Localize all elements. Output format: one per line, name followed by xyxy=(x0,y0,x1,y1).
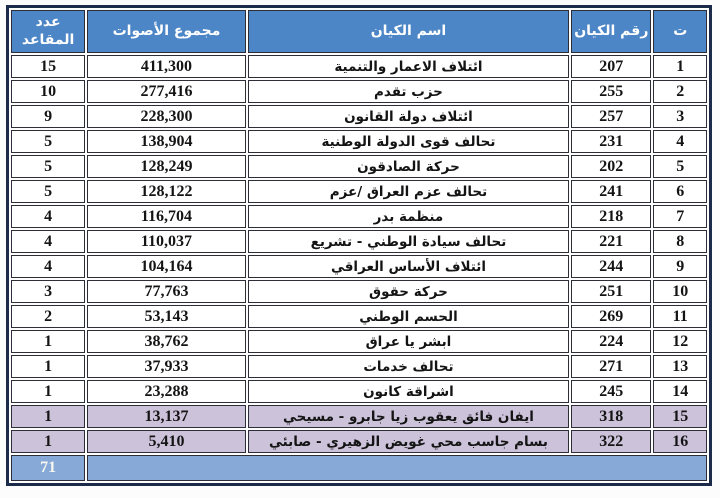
cell-entity-number: 218 xyxy=(571,205,651,228)
cell-entity-name: منظمة بدر xyxy=(248,205,569,228)
cell-entity-number: 231 xyxy=(571,130,651,153)
cell-entity-number: 255 xyxy=(571,80,651,103)
cell-seats: 4 xyxy=(11,255,85,278)
cell-entity-name: حركة حقوق xyxy=(248,280,569,303)
cell-seq: 12 xyxy=(653,330,707,353)
cell-entity-name: بسام جاسب محي غويض الزهيري - صابئي xyxy=(248,430,569,453)
table-row xyxy=(11,80,707,103)
cell-seq: 11 xyxy=(653,305,707,328)
header-entity-number: رقم الكيان xyxy=(571,10,651,53)
footer-row xyxy=(11,455,707,481)
cell-seq: 3 xyxy=(653,105,707,128)
table-row xyxy=(11,205,707,228)
cell-entity-name: ائتلاف الاعمار والتنمية xyxy=(248,55,569,78)
header-total-votes: مجموع الأصوات xyxy=(87,10,246,53)
cell-entity-name: اشراقة كانون xyxy=(248,380,569,403)
election-results-table xyxy=(6,5,712,486)
cell-seats: 5 xyxy=(11,155,85,178)
cell-seats: 10 xyxy=(11,80,85,103)
footer-merged-cell xyxy=(87,455,707,481)
cell-total-votes: 110,037 xyxy=(87,230,246,253)
cell-entity-number: 207 xyxy=(571,55,651,78)
cell-seats: 1 xyxy=(11,380,85,403)
cell-seq: 9 xyxy=(653,255,707,278)
cell-entity-number: 271 xyxy=(571,355,651,378)
cell-seq: 1 xyxy=(653,55,707,78)
cell-seats: 1 xyxy=(11,330,85,353)
cell-entity-name: ابشر يا عراق xyxy=(248,330,569,353)
cell-seq: 8 xyxy=(653,230,707,253)
cell-seq: 15 xyxy=(653,405,707,428)
cell-entity-name: حزب تقدم xyxy=(248,80,569,103)
footer-total-seats: 71 xyxy=(11,455,85,481)
cell-entity-name: تحالف خدمات xyxy=(248,355,569,378)
cell-total-votes: 53,143 xyxy=(87,305,246,328)
cell-entity-number: 244 xyxy=(571,255,651,278)
cell-total-votes: 5,410 xyxy=(87,430,246,453)
cell-total-votes: 411,300 xyxy=(87,55,246,78)
cell-entity-name: حركة الصادقون xyxy=(248,155,569,178)
header-entity-name: اسم الكيان xyxy=(248,10,569,53)
cell-entity-number: 322 xyxy=(571,430,651,453)
table-row xyxy=(11,130,707,153)
cell-entity-number: 224 xyxy=(571,330,651,353)
cell-seats: 4 xyxy=(11,230,85,253)
cell-entity-number: 269 xyxy=(571,305,651,328)
cell-entity-number: 221 xyxy=(571,230,651,253)
cell-seats: 1 xyxy=(11,405,85,428)
header-seats: عدد المقاعد xyxy=(11,10,85,53)
cell-seq: 2 xyxy=(653,80,707,103)
cell-entity-number: 241 xyxy=(571,180,651,203)
cell-total-votes: 116,704 xyxy=(87,205,246,228)
cell-entity-name: تحالف قوى الدولة الوطنية xyxy=(248,130,569,153)
cell-total-votes: 37,933 xyxy=(87,355,246,378)
cell-seats: 4 xyxy=(11,205,85,228)
cell-seats: 5 xyxy=(11,180,85,203)
table-row xyxy=(11,380,707,403)
table-row xyxy=(11,305,707,328)
cell-entity-name: ائتلاف الأساس العراقي xyxy=(248,255,569,278)
cell-entity-name: ائتلاف دولة القانون xyxy=(248,105,569,128)
cell-entity-number: 202 xyxy=(571,155,651,178)
cell-total-votes: 104,164 xyxy=(87,255,246,278)
cell-entity-number: 251 xyxy=(571,280,651,303)
table-row xyxy=(11,180,707,203)
cell-total-votes: 128,249 xyxy=(87,155,246,178)
table-row xyxy=(11,55,707,78)
table-row xyxy=(11,105,707,128)
table-row xyxy=(11,230,707,253)
cell-seq: 6 xyxy=(653,180,707,203)
cell-total-votes: 77,763 xyxy=(87,280,246,303)
cell-entity-name: الحسم الوطني xyxy=(248,305,569,328)
cell-seq: 5 xyxy=(653,155,707,178)
table-row xyxy=(11,280,707,303)
cell-seats: 1 xyxy=(11,430,85,453)
cell-seq: 4 xyxy=(653,130,707,153)
cell-seq: 10 xyxy=(653,280,707,303)
cell-entity-number: 257 xyxy=(571,105,651,128)
cell-seats: 5 xyxy=(11,130,85,153)
cell-entity-name: ايفان فائق يعقوب زيا جابرو - مسيحي xyxy=(248,405,569,428)
cell-total-votes: 13,137 xyxy=(87,405,246,428)
cell-seq: 14 xyxy=(653,380,707,403)
header-seq: ت xyxy=(653,10,707,53)
table-row xyxy=(11,255,707,278)
table-row xyxy=(11,330,707,353)
table-row xyxy=(11,355,707,378)
cell-total-votes: 277,416 xyxy=(87,80,246,103)
cell-total-votes: 23,288 xyxy=(87,380,246,403)
cell-seats: 2 xyxy=(11,305,85,328)
table-row xyxy=(11,405,707,428)
cell-total-votes: 228,300 xyxy=(87,105,246,128)
cell-total-votes: 128,122 xyxy=(87,180,246,203)
cell-seats: 3 xyxy=(11,280,85,303)
cell-total-votes: 138,904 xyxy=(87,130,246,153)
cell-entity-name: تحالف عزم العراق /عزم xyxy=(248,180,569,203)
cell-seats: 1 xyxy=(11,355,85,378)
cell-seats: 15 xyxy=(11,55,85,78)
table-row xyxy=(11,155,707,178)
cell-seq: 16 xyxy=(653,430,707,453)
cell-seq: 7 xyxy=(653,205,707,228)
cell-seq: 13 xyxy=(653,355,707,378)
cell-entity-number: 245 xyxy=(571,380,651,403)
cell-entity-name: تحالف سيادة الوطني - تشريع xyxy=(248,230,569,253)
cell-seats: 9 xyxy=(11,105,85,128)
cell-total-votes: 38,762 xyxy=(87,330,246,353)
cell-entity-number: 318 xyxy=(571,405,651,428)
results-tbody xyxy=(11,55,707,453)
header-row xyxy=(11,10,707,53)
table-row xyxy=(11,430,707,453)
